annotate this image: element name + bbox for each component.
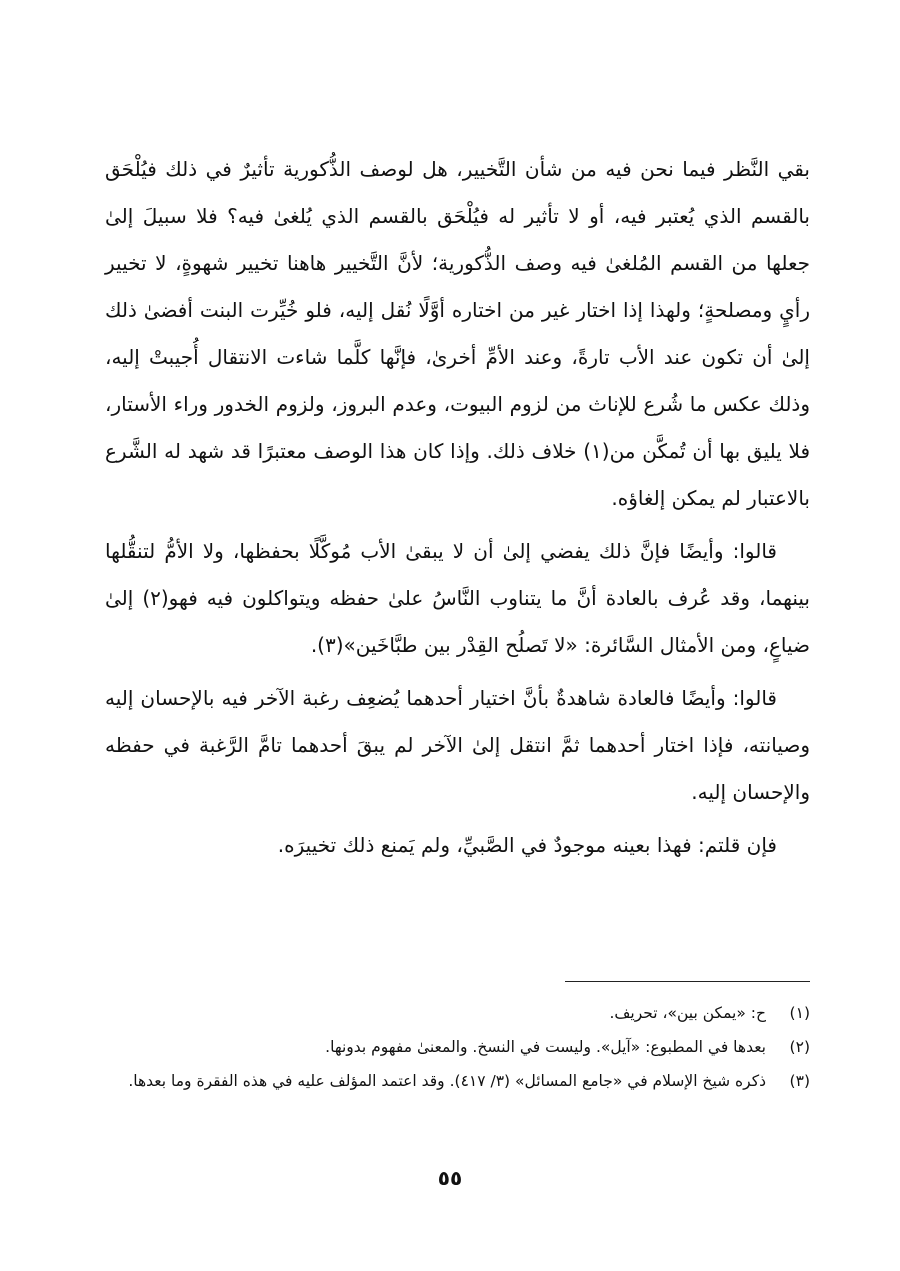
footnote-text: ذكره شيخ الإسلام في «جامع المسائل» (٣/ ٤١٧). وقد اعتمد المؤلف عليه في هذه الفقرة وما بعدها. <box>128 1072 766 1090</box>
footnote-separator <box>565 981 810 982</box>
main-text <box>105 146 810 875</box>
paragraph-1: بقي النَّظر فيما نحن فيه من شأن التَّخيير، هل لوصف الذُّكورية تأثيرٌ في ذلك فيُلْحَق بالقسم الذي يُعتبر فيه، أو لا تأثير له فيُلْحَق بالقسم الذي يُلغىٰ فيه؟ فلا سبيلَ إلىٰ جعلها من القسم المُلغىٰ فيه وصف الذُّكورية؛ لأنَّ التَّخيير هاهنا تخيير شهوةٍ، لا تخيير رأيٍ ومصلحةٍ؛ ولهذا إذا اختار غير من اختاره أوَّلًا نُقل إليه، فلو خُيِّرت البنت أفضىٰ ذلك إلىٰ أن تكون عند الأب تارةً، وعند الأمِّ أخرىٰ، فإنَّها كلَّما شاءت الانتقال أُجيبتْ إليه، وذلك عكس ما شُرع للإناث من لزوم البيوت، وعدم البروز، ولزوم الخدور وراء الأستار، فلا يليق بها أن تُمكَّن من(١) خلاف ذلك. وإذا كان هذا الوصف معتبرًا قد شهد له الشَّرع بالاعتبار لم يمكن إلغاؤه. <box>105 157 811 510</box>
footnote-number: (٢) <box>789 1038 810 1056</box>
paragraph-3: قالوا: وأيضًا فالعادة شاهدةٌ بأنَّ اختيار أحدهما يُضعِف رغبة الآخر فيه بالإحسان إليه وصيانته، فإذا اختار أحدهما ثمَّ انتقل إلىٰ الآخر لم يبقَ أحدهما تامَّ الرَّغبة في حفظه والإحسان إليه. <box>105 686 810 804</box>
footnote-3 <box>105 1066 810 1097</box>
page-number: ٥٥ <box>437 1166 463 1190</box>
paragraph-4: فإن قلتم: فهذا بعينه موجودٌ في الصَّبيِّ، ولم يَمنع ذلك تخييرَه. <box>277 833 777 857</box>
footnotes <box>105 998 810 1100</box>
footnote-2 <box>105 1032 810 1063</box>
footnote-text: بعدها في المطبوع: «آيل». وليست في النسخ. والمعنىٰ مفهوم بدونها. <box>325 1038 766 1056</box>
paragraph-2: قالوا: وأيضًا فإنَّ ذلك يفضي إلىٰ أن لا يبقىٰ الأب مُوكَّلًا بحفظها، ولا الأمُّ لتنقُّلها بينهما، وقد عُرف بالعادة أنَّ ما يتناوب النَّاسُ علىٰ حفظه ويتواكلون فيه فهو(٢) إلىٰ ضياعٍ، ومن الأمثال السَّائرة: «لا تَصلُح القِدْر بين طبَّاخَين»(٣). <box>105 539 810 657</box>
footnote-text: ح: «يمكن بين»، تحريف. <box>609 1004 766 1022</box>
footnote-1 <box>105 998 810 1029</box>
footnote-number: (١) <box>789 1004 810 1022</box>
footnote-number: (٣) <box>789 1072 810 1090</box>
